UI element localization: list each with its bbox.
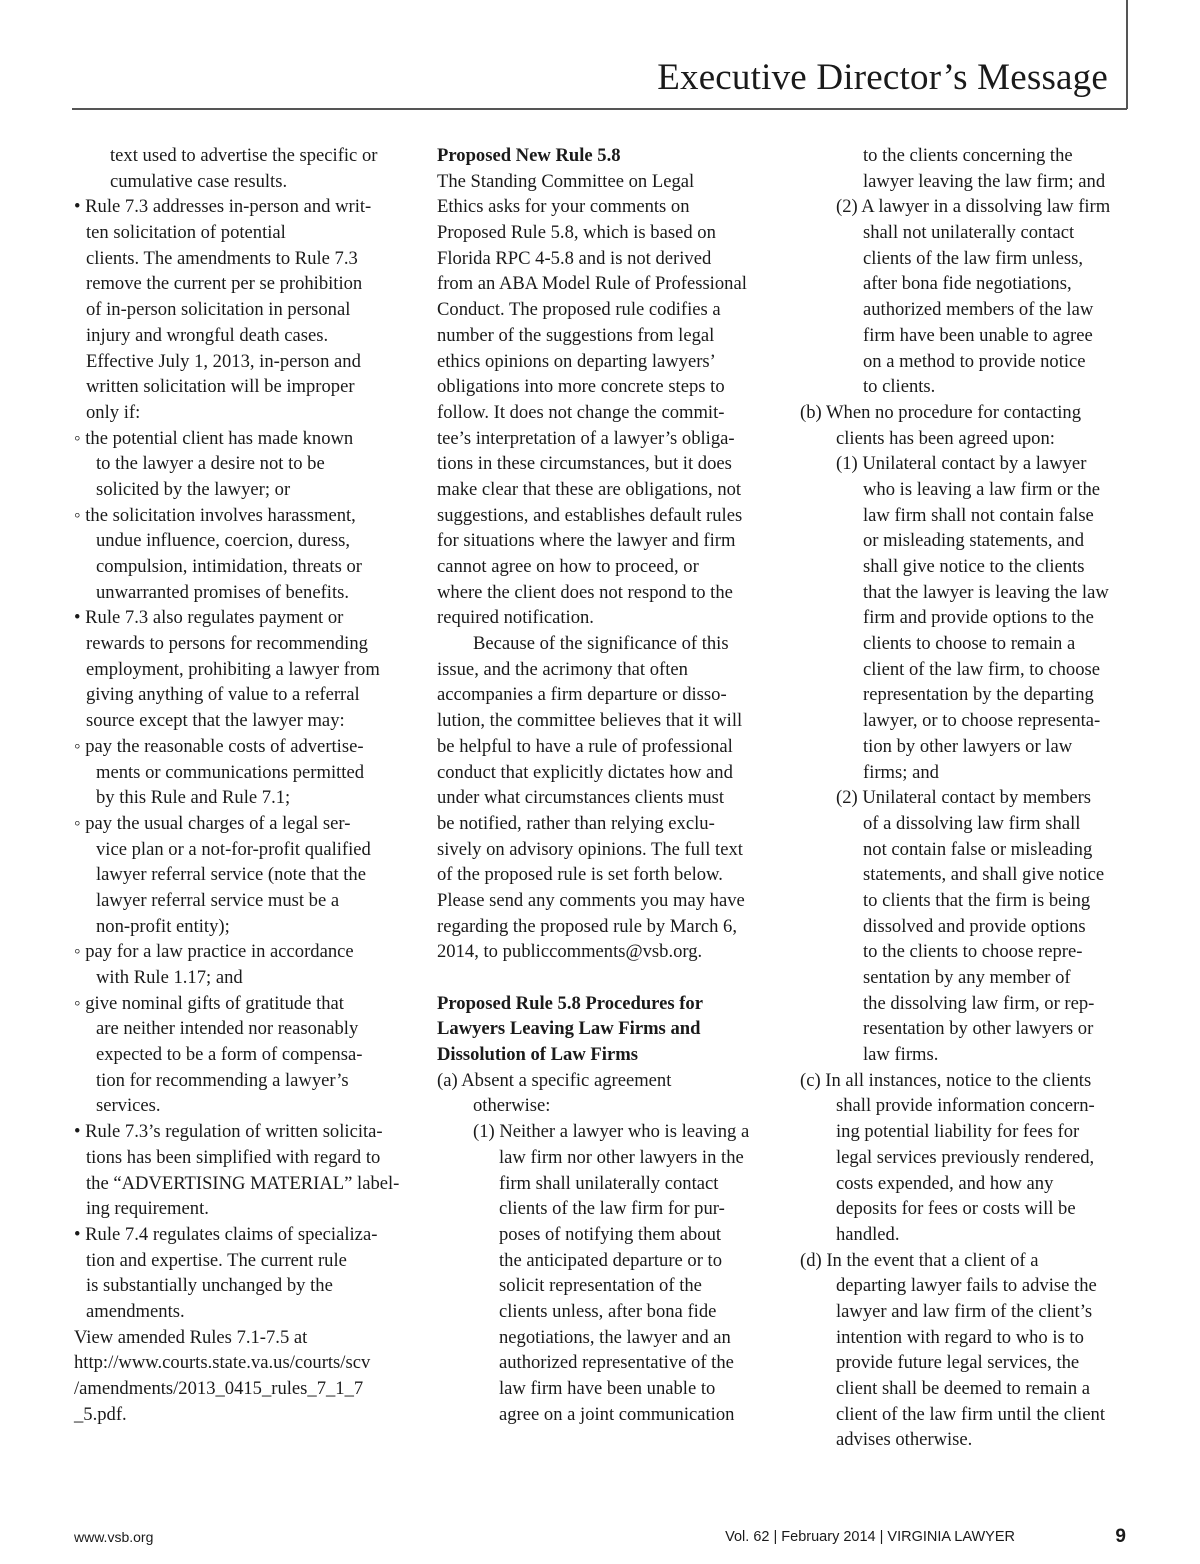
col2-line: firm shall unilaterally contact [499, 1172, 719, 1194]
col3-line: (2) A lawyer in a dissolving law firm [836, 196, 1111, 218]
col1-line: solicited by the lawyer; or [96, 478, 291, 500]
col1-line: View amended Rules 7.1-7.5 at [74, 1326, 308, 1348]
col3-line: on a method to provide notice [863, 350, 1086, 372]
col3-line: representation by the departing [863, 684, 1094, 706]
col3-line: to the clients concerning the [863, 145, 1073, 166]
col1-line: text used to advertise the specific or [110, 145, 378, 166]
column-middle [437, 143, 777, 1427]
col2-line: agree on a joint communication [499, 1403, 735, 1425]
col1-line: http://www.courts.state.va.us/courts/scv [74, 1352, 371, 1374]
col1-line: ing requirement. [86, 1198, 209, 1220]
col1-line: • Rule 7.3 addresses in-person and writ- [74, 196, 372, 218]
col3-line: statements, and shall give notice [863, 864, 1105, 886]
col1-line: ◦ give nominal gifts of gratitude that [74, 992, 344, 1014]
col2-line: clients unless, after bona fide [499, 1300, 717, 1322]
col1-line: ◦ pay for a law practice in accordance [74, 941, 354, 963]
col1-line: lawyer referral service must be a [96, 889, 340, 911]
col3-line: shall give notice to the clients [863, 556, 1085, 577]
col2-line: from an ABA Model Rule of Professional [437, 273, 747, 295]
col1-line: employment, prohibiting a lawyer from [86, 658, 380, 680]
col3-line: to the clients to choose repre- [863, 941, 1083, 963]
col3-line: sentation by any member of [863, 967, 1071, 988]
col3-line: firm have been unable to agree [863, 324, 1093, 346]
col2-line: be notified, rather than relying exclu- [437, 812, 715, 834]
col3-line: shall not unilaterally contact [863, 222, 1075, 244]
col1-line: with Rule 1.17; and [96, 967, 243, 988]
col2-line: law firm nor other lawyers in the [499, 1146, 744, 1168]
col3-line: departing lawyer fails to advise the [836, 1275, 1097, 1297]
col3-line: law firm shall not contain false [863, 504, 1094, 526]
col1-line: only if: [86, 401, 141, 423]
col2-line: Please send any comments you may have [437, 889, 745, 911]
col3-line: of a dissolving law firm shall [863, 812, 1081, 834]
col2-line: Florida RPC 4-5.8 and is not derived [437, 247, 712, 269]
col2-line: law firm have been unable to [499, 1378, 716, 1399]
col3-line: after bona fide negotiations, [863, 273, 1072, 295]
col3-line: legal services previously rendered, [836, 1146, 1095, 1168]
col1-line: tion for recommending a lawyer’s [96, 1069, 349, 1091]
col1-line: the “ADVERTISING MATERIAL” label- [86, 1172, 400, 1194]
header-vertical-rule [1126, 0, 1128, 109]
col1-line: expected to be a form of compensa- [96, 1044, 363, 1066]
col3-line: (1) Unilateral contact by a lawyer [836, 453, 1087, 475]
col2-line: of the proposed rule is set forth below. [437, 864, 723, 886]
col3-line: lawyer and law firm of the client’s [836, 1300, 1093, 1322]
col3-line: client of the law firm, to choose [863, 658, 1100, 680]
col3-line: clients of the law firm unless, [863, 247, 1083, 269]
col1-line: by this Rule and Rule 7.1; [96, 787, 291, 809]
col3-line: to clients. [863, 376, 936, 398]
col1-line: vice plan or a not-for-profit qualified [96, 838, 371, 860]
col1-line: undue influence, coercion, duress, [96, 530, 351, 552]
col3-line: firms; and [863, 761, 939, 783]
col3-line: firm and provide options to the [863, 607, 1094, 629]
col1-line: Effective July 1, 2013, in-person and [86, 350, 361, 372]
col2-line: cannot agree on how to proceed, or [437, 556, 699, 577]
col2-line: sively on advisory opinions. The full text [437, 838, 743, 860]
col1-line: /amendments/2013_0415_rules_7_1_7 [74, 1378, 364, 1399]
col2-line: lution, the committee believes that it will [437, 710, 743, 732]
page-header-title: Executive Director’s Message [657, 57, 1108, 98]
col3-line: client shall be deemed to remain a [836, 1378, 1091, 1399]
col3-line: lawyer, or to choose representa- [863, 710, 1101, 732]
col3-line: ing potential liability for fees for [836, 1121, 1080, 1143]
col2-line: required notification. [437, 607, 594, 629]
col3-line: client of the law firm until the client [836, 1403, 1106, 1425]
col2-line: issue, and the acrimony that often [437, 658, 688, 680]
col2-line: clients of the law firm for pur- [499, 1198, 725, 1220]
col1-line: non-profit entity); [96, 915, 230, 937]
col2-line: (1) Neither a lawyer who is leaving a [473, 1121, 750, 1143]
col1-line: cumulative case results. [110, 170, 288, 192]
page-number: 9 [1115, 1526, 1126, 1547]
col3-line: intention with regard to who is to [836, 1326, 1084, 1348]
col1-line: lawyer referral service (note that the [96, 864, 366, 886]
col3-line: law firms. [863, 1044, 939, 1066]
col2-line: under what circumstances clients must [437, 787, 725, 809]
col2-line: suggestions, and establishes default rules [437, 504, 743, 526]
col3-line: who is leaving a law firm or the [863, 478, 1101, 500]
col2-line: Conduct. The proposed rule codifies a [437, 299, 721, 321]
col3-line: advises otherwise. [836, 1429, 973, 1451]
col2-line: Proposed Rule 5.8 Procedures for [437, 992, 703, 1014]
col3-line: dissolved and provide options [863, 915, 1086, 937]
col2-line: conduct that explicitly dictates how and [437, 761, 733, 783]
col2-line: follow. It does not change the commit- [437, 401, 725, 423]
col2-line: regarding the proposed rule by March 6, [437, 915, 737, 937]
col2-line: number of the suggestions from legal [437, 324, 715, 346]
col3-line: (2) Unilateral contact by members [836, 787, 1092, 809]
col1-line: • Rule 7.3’s regulation of written solicita- [74, 1121, 383, 1143]
col1-line: ten solicitation of potential [86, 222, 286, 244]
col3-line: not contain false or misleading [863, 838, 1093, 860]
col2-line: negotiations, the lawyer and an [499, 1326, 731, 1348]
col2-line: where the client does not respond to the [437, 581, 733, 603]
col1-line: • Rule 7.3 also regulates payment or [74, 607, 344, 629]
col1-line: services. [96, 1095, 161, 1117]
col1-line: tion and expertise. The current rule [86, 1249, 347, 1271]
col3-line: provide future legal services, the [836, 1352, 1080, 1374]
col1-line: amendments. [86, 1300, 185, 1322]
col2-line: tions in these circumstances, but it does [437, 453, 732, 475]
col3-line: or misleading statements, and [863, 530, 1085, 552]
col3-line: authorized members of the law [863, 299, 1094, 321]
col1-line: rewards to persons for recommending [86, 633, 368, 655]
col1-line: unwarranted promises of benefits. [96, 581, 350, 603]
col2-line [437, 965, 777, 991]
col1-line: compulsion, intimidation, threats or [96, 556, 362, 577]
col1-line: injury and wrongful death cases. [86, 324, 329, 346]
col2-line: (a) Absent a specific agreement [437, 1069, 672, 1091]
col3-line: (d) In the event that a client of a [800, 1249, 1039, 1271]
col2-line: for situations where the lawyer and firm [437, 530, 736, 552]
col2-line: obligations into more concrete steps to [437, 376, 725, 398]
col2-line: Lawyers Leaving Law Firms and [437, 1018, 701, 1040]
col3-line: the dissolving law firm, or rep- [863, 992, 1095, 1014]
col2-line: Proposed Rule 5.8, which is based on [437, 222, 716, 244]
col3-line: clients has been agreed upon: [836, 427, 1055, 449]
col3-line: shall provide information concern- [836, 1095, 1095, 1117]
col3-line: that the lawyer is leaving the law [863, 581, 1109, 603]
col2-line: be helpful to have a rule of professional [437, 735, 733, 757]
col3-line: lawyer leaving the law firm; and [863, 170, 1106, 192]
col3-line: (b) When no procedure for contacting [800, 401, 1082, 423]
col2-line: Ethics asks for your comments on [437, 196, 690, 218]
col2-line: poses of notifying them about [499, 1223, 722, 1245]
col3-line: tion by other lawyers or law [863, 735, 1073, 757]
col1-line: written solicitation will be improper [86, 376, 355, 398]
col2-line: accompanies a firm departure or disso- [437, 684, 727, 706]
col2-line: Because of the significance of this [473, 633, 729, 655]
col1-line: of in-person solicitation in personal [86, 299, 351, 321]
col1-line: remove the current per se prohibition [86, 273, 363, 295]
col2-line: Dissolution of Law Firms [437, 1044, 638, 1066]
col3-line: costs expended, and how any [836, 1172, 1054, 1194]
col1-line: giving anything of value to a referral [86, 684, 360, 706]
header-horizontal-rule [72, 108, 1127, 110]
col1-line: • Rule 7.4 regulates claims of specializa- [74, 1223, 378, 1245]
col1-line: ◦ pay the usual charges of a legal ser- [74, 812, 351, 834]
col2-line: ethics opinions on departing lawyers’ [437, 350, 716, 372]
col2-line: The Standing Committee on Legal [437, 170, 695, 192]
col3-line: clients to choose to remain a [863, 633, 1076, 655]
column-right [800, 143, 1140, 1453]
col1-line: source except that the lawyer may: [86, 710, 345, 732]
col1-line: ments or communications permitted [96, 761, 365, 783]
col3-line: deposits for fees or costs will be [836, 1198, 1076, 1220]
col1-line: are neither intended nor reasonably [96, 1018, 359, 1040]
footer-issue-info: Vol. 62 | February 2014 | VIRGINIA LAWYER [725, 1529, 1015, 1545]
col2-line: make clear that these are obligations, not [437, 478, 742, 500]
col3-line: (c) In all instances, notice to the clients [800, 1069, 1092, 1091]
col1-line: is substantially unchanged by the [86, 1275, 333, 1297]
col2-line: authorized representative of the [499, 1352, 734, 1374]
col3-line: to clients that the firm is being [863, 889, 1091, 911]
footer-website: www.vsb.org [74, 1529, 154, 1545]
col2-line: 2014, to publiccomments@vsb.org. [437, 941, 703, 963]
col3-line: resentation by other lawyers or [863, 1018, 1094, 1040]
col1-line: ◦ pay the reasonable costs of advertise- [74, 735, 364, 757]
col2-line: Proposed New Rule 5.8 [437, 145, 621, 166]
column-left [74, 143, 414, 1427]
col1-line: clients. The amendments to Rule 7.3 [86, 247, 358, 269]
col2-line: solicit representation of the [499, 1275, 702, 1297]
col2-line: otherwise: [473, 1095, 551, 1117]
col3-line: handled. [836, 1223, 900, 1245]
col1-line: ◦ the solicitation involves harassment, [74, 504, 356, 526]
col1-line: _5.pdf. [74, 1403, 127, 1425]
col1-line: tions has been simplified with regard to [86, 1146, 381, 1168]
col1-line: to the lawyer a desire not to be [96, 453, 325, 475]
col2-line: the anticipated departure or to [499, 1249, 723, 1271]
col2-line: tee’s interpretation of a lawyer’s obliga- [437, 427, 735, 449]
col1-line: ◦ the potential client has made known [74, 427, 354, 449]
